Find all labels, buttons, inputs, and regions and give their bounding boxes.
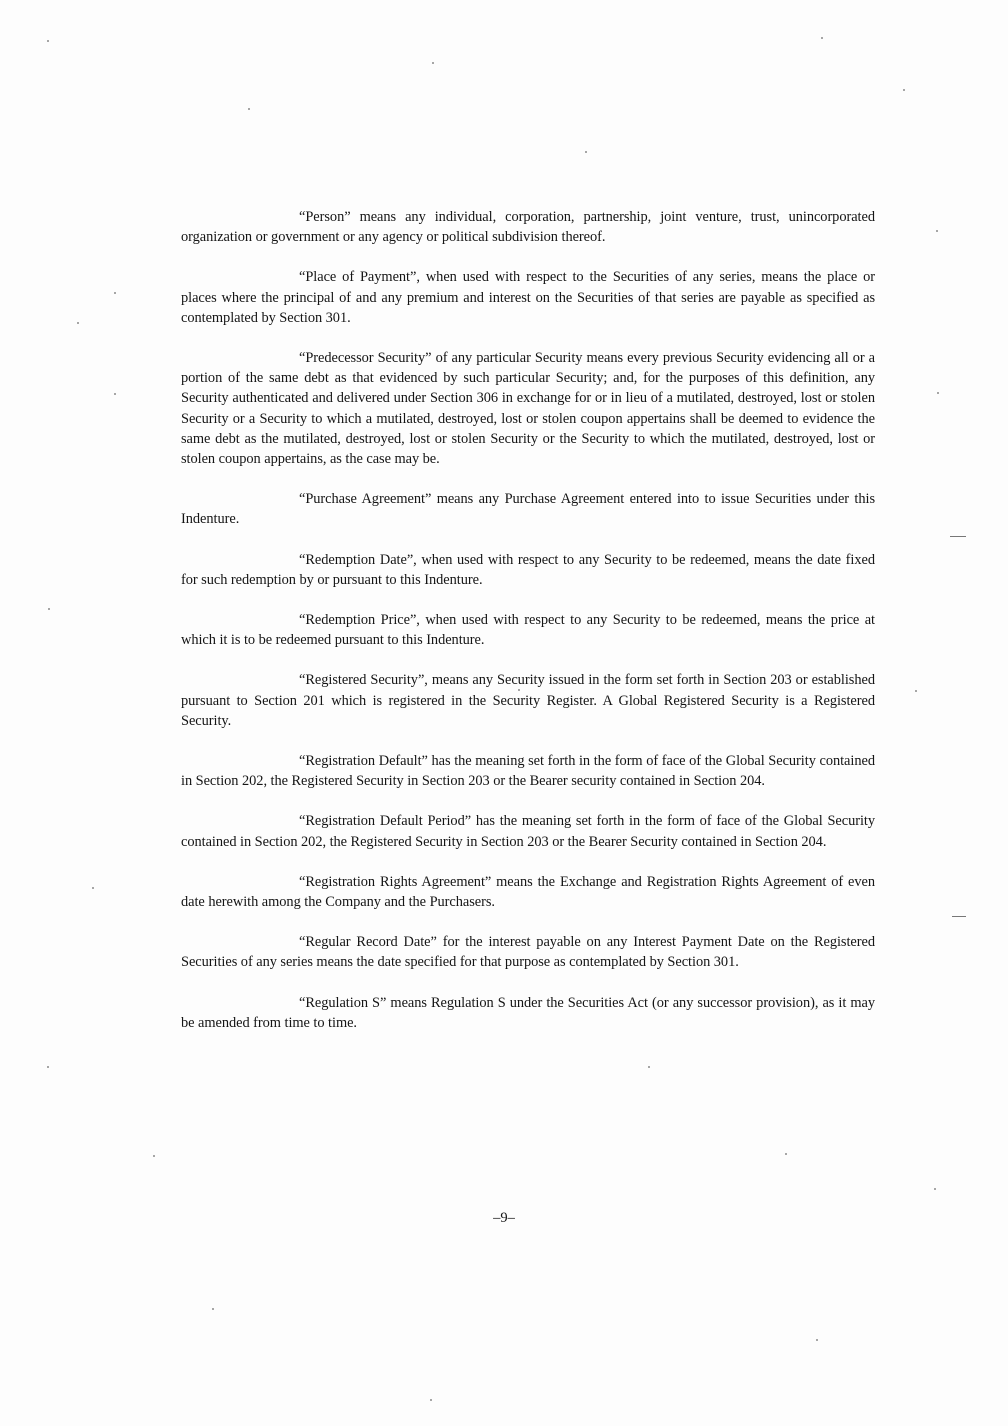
- scan-speck: [47, 1066, 49, 1068]
- scan-speck: [114, 292, 116, 294]
- definition-term: “Registered Security”,: [299, 672, 428, 689]
- definition-redemption-price: [181, 610, 875, 650]
- scan-speck: [785, 1153, 787, 1155]
- definition-term: “Registration Default”: [299, 753, 428, 770]
- definition-term: “Registration Rights Agreement”: [299, 873, 492, 890]
- definition-text: for the interest payable on any Interest Payment Date on the Registered Securities of any series means the date specified for that purpose as contemplated by Section 301.: [181, 934, 875, 971]
- scan-speck: [934, 1188, 936, 1190]
- definition-term: “Registration Default Period”: [299, 813, 472, 830]
- scan-speck: [114, 393, 116, 395]
- scan-mark: [952, 916, 966, 917]
- definition-text: means any individual, corporation, partnership, joint venture, trust, unincorporated organization or government or any agency or political subdivision thereof.: [181, 209, 875, 246]
- definition-term: “Purchase Agreement”: [299, 491, 432, 508]
- definition-person: [181, 207, 875, 247]
- scan-speck: [915, 690, 917, 692]
- definition-text: means Regulation S under the Securities Act (or any successor provision), as it may be amended from time to time.: [181, 994, 875, 1031]
- definition-text: of any particular Security means every previous Security evidencing all or a portion of the same debt as that evidenced by such particular Security; and, for the purposes of this definition, any Security authenticated and delivered under Section 306 in exchange for or in lieu of a mutilated, destroyed, lost or stolen Security or a Security to which a mutilated, destroyed, lost or stolen coupon appertains shall be deemed to evidence the same debt as the mutilated, destroyed, lost or stolen Security or the Security to which the mutilated, destroyed, lost or stolen coupon appertains, as the case may be.: [181, 350, 875, 468]
- scan-speck: [430, 1399, 432, 1401]
- scan-speck: [648, 1066, 650, 1068]
- definition-term: “Person”: [299, 209, 351, 225]
- definition-place-of-payment: [181, 267, 875, 328]
- definition-registration-default: [181, 751, 875, 791]
- definition-term: “Redemption Date”,: [299, 551, 417, 568]
- definition-text: when used with respect to any Security to be redeemed, means the date fixed for such redemption by or pursuant to this Indenture.: [181, 551, 875, 588]
- scan-speck: [432, 62, 434, 64]
- definition-text: means any Purchase Agreement entered into to issue Securities under this Indenture.: [181, 491, 875, 528]
- scan-speck: [903, 89, 905, 91]
- definition-redemption-date: [181, 550, 875, 590]
- definition-term: “Place of Payment”,: [299, 269, 420, 286]
- definition-term: “Predecessor Security”: [299, 350, 432, 367]
- definition-registration-default-period: [181, 811, 875, 851]
- definition-text: when used with respect to any Security to be redeemed, means the price at which it is to be redeemed pursuant to this Indenture.: [181, 612, 875, 649]
- scan-speck: [212, 1308, 214, 1310]
- scan-speck: [816, 1339, 818, 1341]
- definition-text: when used with respect to the Securities of any series, means the place or places where the principal of and any premium and interest on the Securities of that series are payable as specified as contemplated by Section 301.: [181, 269, 875, 326]
- definition-term: “Redemption Price”,: [299, 612, 420, 629]
- definition-text: means any Security issued in the form set forth in Section 203 or established pursuant to Section 201 which is registered in the Security Register. A Global Registered Security is a Registered Security.: [181, 672, 875, 729]
- scan-mark: [950, 536, 966, 537]
- definition-regular-record-date: [181, 932, 875, 972]
- scan-speck: [153, 1155, 155, 1157]
- definition-purchase-agreement: [181, 489, 875, 529]
- page-number: –9–: [493, 1210, 515, 1226]
- definition-term: “Regular Record Date”: [299, 934, 437, 951]
- scan-speck: [936, 230, 938, 232]
- scan-speck: [821, 37, 823, 39]
- definition-registered-security: [181, 670, 875, 731]
- definition-registration-rights-agreement: [181, 872, 875, 912]
- scan-speck: [48, 608, 50, 610]
- definition-term: “Regulation S”: [299, 994, 387, 1011]
- definition-predecessor-security: [181, 348, 875, 469]
- definition-text: has the meaning set forth in the form of face of the Global Security contained in Section 202, the Registered Security in Section 203 or the Bearer Security contained in Section 204.: [181, 813, 875, 850]
- definitions-section: [181, 207, 875, 1053]
- definition-text: means the Exchange and Registration Rights Agreement of even date herewith among the Company and the Purchasers.: [181, 873, 875, 911]
- scan-speck: [92, 887, 94, 889]
- scan-speck: [77, 322, 79, 324]
- scan-speck: [585, 151, 587, 153]
- definition-text: has the meaning set forth in the form of face of the Global Security contained in Section 202, the Registered Security in Section 203 or the Bearer security contained in Section 204.: [181, 753, 875, 790]
- scan-speck: [937, 392, 939, 394]
- definition-regulation-s: [181, 993, 875, 1033]
- scan-speck: [47, 40, 49, 42]
- scan-speck: [248, 108, 250, 110]
